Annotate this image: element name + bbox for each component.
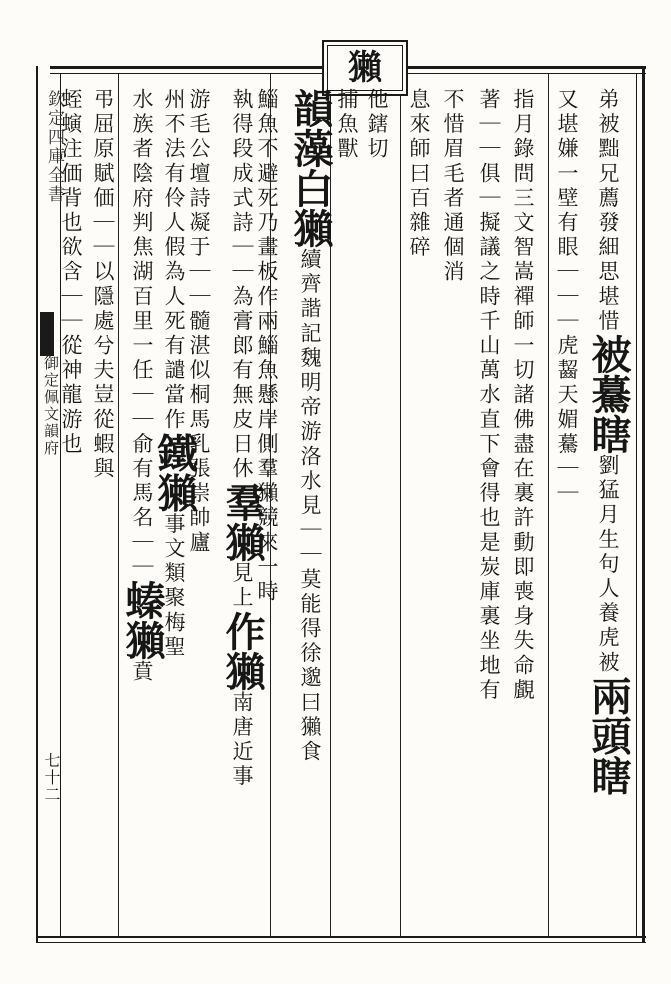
body-text: 蛭螾注価背也欲含｜｜從神龍游也: [59, 88, 83, 457]
column-rule: [118, 74, 119, 936]
column-rule: [400, 74, 401, 936]
headword-text: 作獺: [219, 610, 266, 691]
body-text: 弔屈原賦価｜｜以隱處兮夫豈從蝦與: [91, 88, 115, 482]
body-text: 鯔魚不避死乃畫板作兩鯔魚懸岸側羣獺競來一時: [255, 88, 279, 605]
side-title: 御定佩文韻府: [42, 355, 60, 457]
body-text: 虎齧天媚驀｜｜: [555, 334, 579, 507]
body-text: 賁: [130, 660, 154, 685]
fishtail-marker: [40, 312, 54, 356]
headword-text: 螓獺: [119, 580, 166, 661]
text-column: [119, 88, 166, 685]
body-text: 游毛公壇詩凝于｜｜髓湛似桐馬乳: [187, 88, 211, 457]
headword-text: 瞎: [585, 414, 632, 454]
body-text: 張崇帥廬: [187, 457, 211, 556]
headword-text: 被驀: [585, 334, 632, 414]
frame-right-rule: [642, 66, 645, 943]
body-text: 指月錄問三文智嵩禪師一切諸佛盡在裏許動即喪身失命覰: [511, 88, 535, 703]
headword-text: 鐵獺: [151, 432, 198, 513]
text-column: [92, 88, 113, 482]
text-column: [60, 88, 81, 457]
text-column: [585, 88, 632, 796]
body-text: 續齊諧記魏明帝游洛水見｜｜莫能得徐邈曰獺食: [298, 248, 322, 765]
body-text: 弟被黜兄薦發細思堪惜: [596, 88, 620, 334]
body-text: 州不法有伶人假為人死有譴當作: [162, 88, 186, 433]
body-text: 劉猛月生句人養虎被: [596, 454, 620, 676]
headword-text: 韻藻: [287, 88, 334, 168]
margin-book-title: 欽定四庫全書: [44, 90, 64, 204]
body-text: 又堪嫌一壁有眼｜｜｜: [555, 88, 579, 334]
text-column: [366, 88, 387, 162]
body-text: 執得段成式詩｜｜為膏郎有無皮日休: [230, 88, 254, 482]
body-text: 水族者陰府判焦湖百里一任｜｜: [130, 88, 154, 433]
column-rule: [548, 74, 549, 936]
heading-character: 獺: [348, 48, 382, 88]
text-column: [556, 88, 577, 506]
text-column: [512, 88, 533, 703]
body-text: 他鎋切: [365, 88, 389, 162]
body-text: 著｜｜俱｜擬議之時千山萬水直下會得也是炭庫裏坐地有: [477, 88, 501, 703]
headword-text: 羣獺: [219, 481, 266, 562]
text-column: [442, 88, 463, 285]
body-text: 俞有馬名｜｜: [130, 432, 154, 581]
text-column: [336, 88, 357, 162]
body-text: 南唐近事: [230, 690, 254, 790]
body-text: 見上: [230, 561, 254, 611]
page-number: 七十二: [42, 752, 61, 803]
headword-text: 兩頭瞎: [585, 675, 632, 796]
text-column: [219, 88, 266, 790]
frame-right-inner-rule: [636, 73, 637, 937]
text-column: [287, 88, 334, 765]
body-text: 不惜眉毛者通個消: [441, 88, 465, 285]
body-text: 息來師曰百雜碎: [407, 88, 431, 261]
body-text: 捕魚獸: [335, 88, 359, 162]
frame-left-rule: [36, 66, 38, 943]
frame-bottom-inner-rule: [36, 942, 646, 943]
text-column: [408, 88, 429, 260]
body-text: 事文類聚梅聖: [162, 512, 186, 661]
text-column: [478, 88, 499, 703]
frame-bottom-rule: [36, 936, 646, 938]
headword-text: 白獺: [287, 168, 334, 248]
